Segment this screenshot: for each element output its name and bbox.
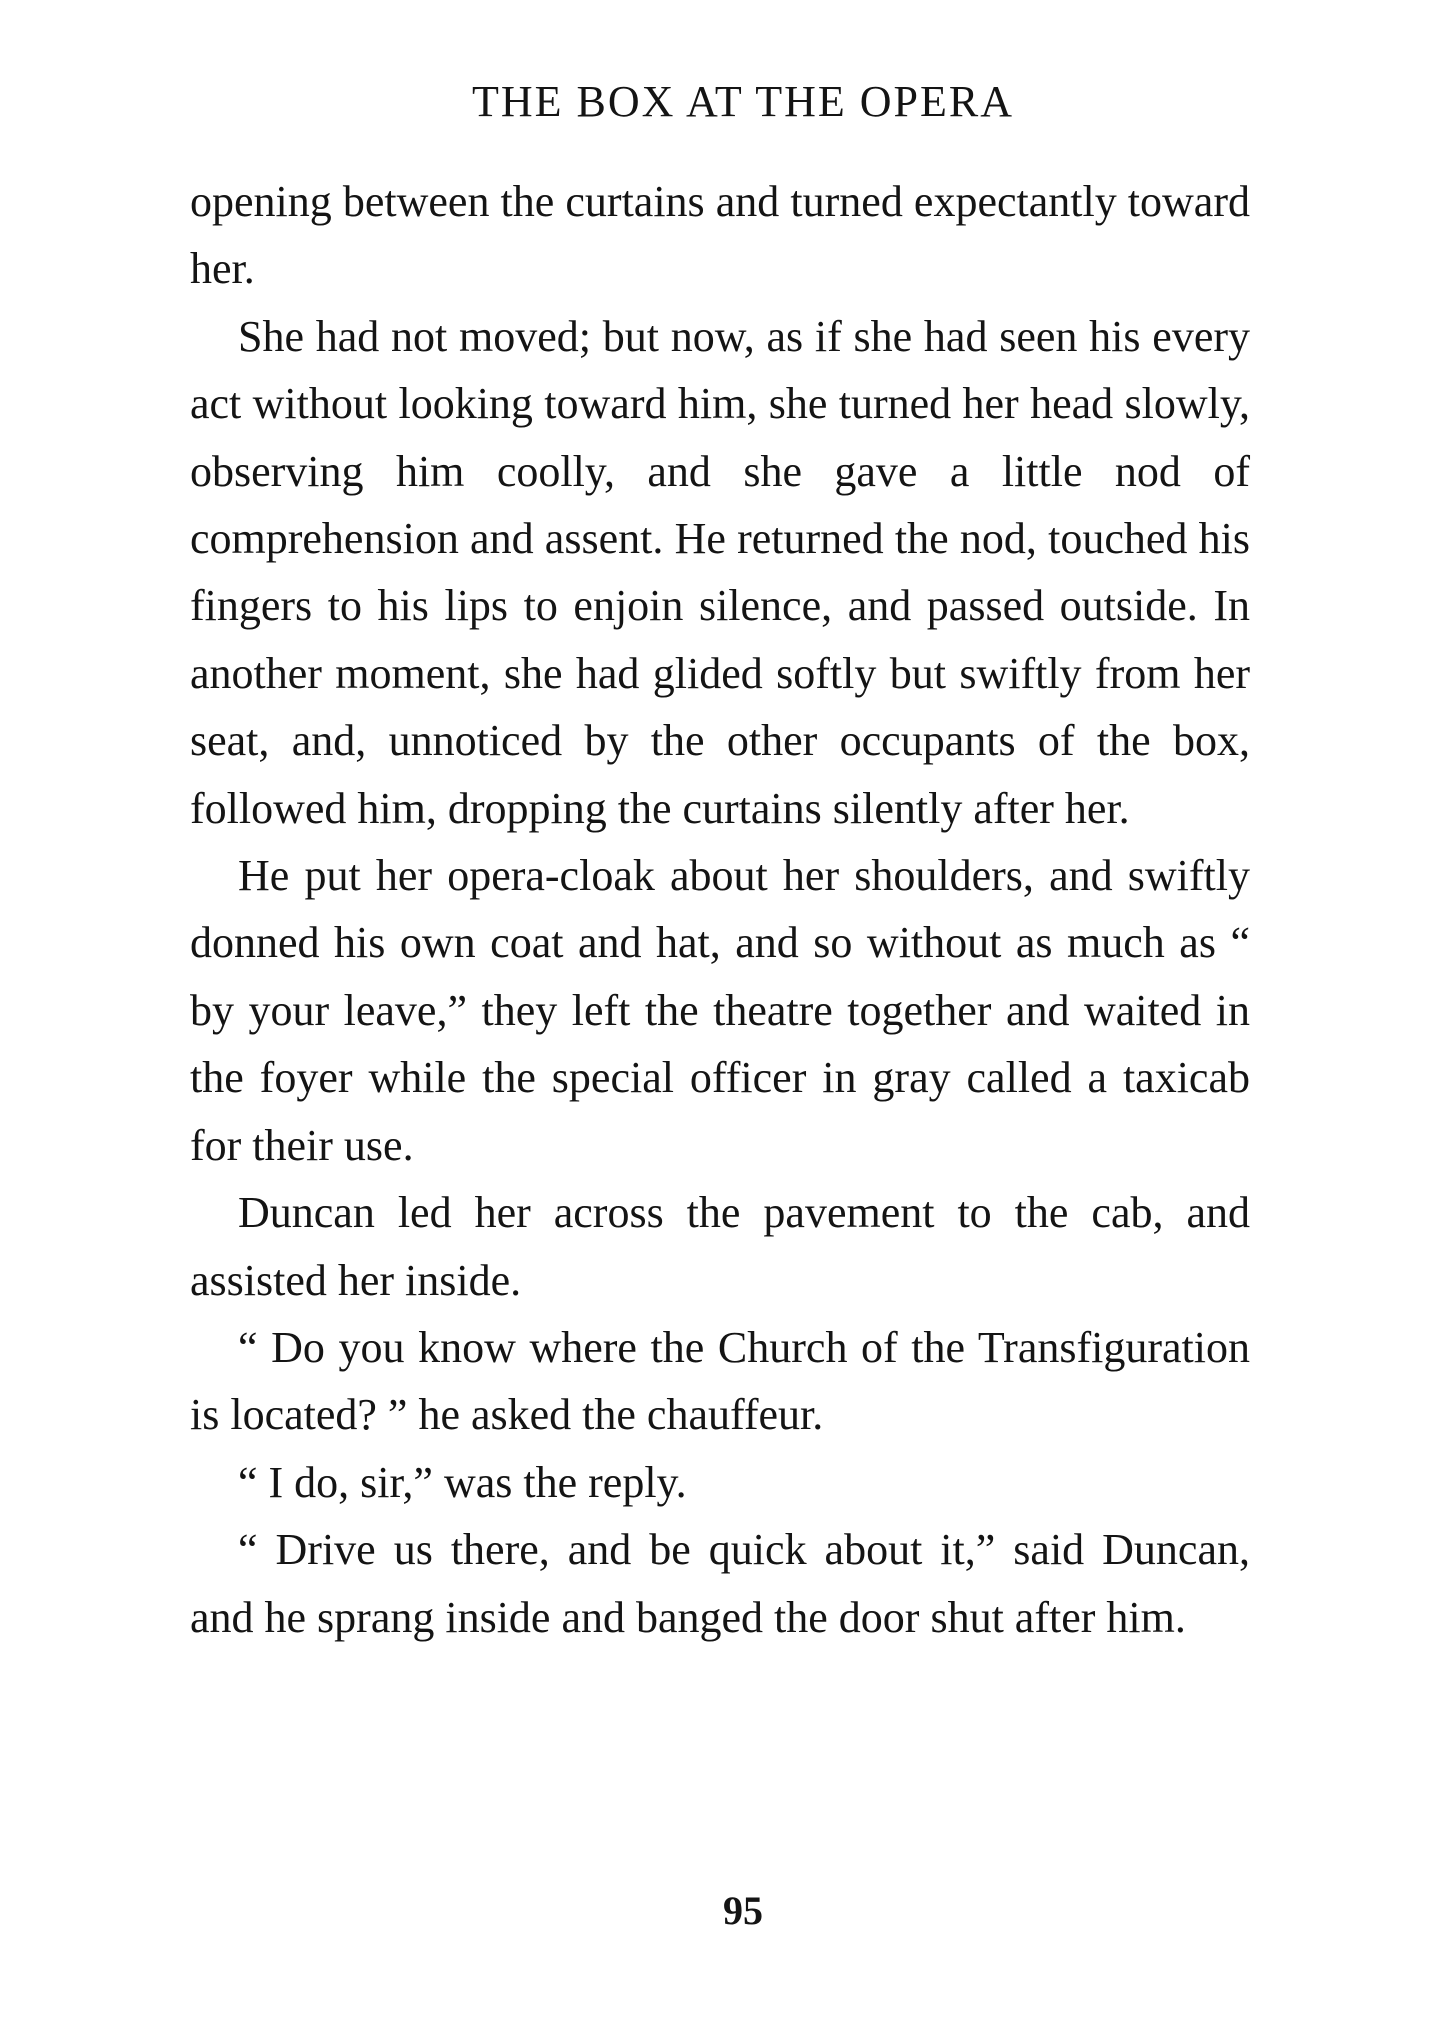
paragraph: He put her opera-cloak about her shoulders, and swiftly donned his own coat and hat, and so without as much as “ by your leave,” they left the theatre together and waited in the foyer while the special officer in gray called a taxicab for their use. <box>190 851 1250 1170</box>
paragraph: “ I do, sir,” was the reply. <box>238 1457 687 1507</box>
paragraph: “ Drive us there, and be quick about it,” said Duncan, and he sprang inside and banged the door shut after him. <box>190 1525 1250 1642</box>
paragraph: “ Do you know where the Church of the Transfiguration is located? ” he asked the chauffeur. <box>190 1322 1250 1440</box>
paragraph: Duncan led her across the pavement to the cab, and assisted her inside. <box>190 1188 1250 1305</box>
running-head: THE BOX AT THE OPERA <box>472 77 1014 126</box>
page-number: 95 <box>723 1888 763 1933</box>
body-text <box>190 168 1250 1651</box>
paragraph-continued: opening between the curtains and turned expectantly toward her. <box>190 177 1250 294</box>
paragraph: She had not moved; but now, as if she had seen his every act without looking toward him, she turned her head slowly, observing him coolly, and she gave a little nod of comprehension and assent. He returned the nod, touched his fingers to his lips to enjoin silence, and passed outside. In another moment, she had glided softly but swiftly from her seat, and, unnoticed by the other occupants of the box, followed him, dropping the curtains silently after her. <box>190 311 1250 833</box>
